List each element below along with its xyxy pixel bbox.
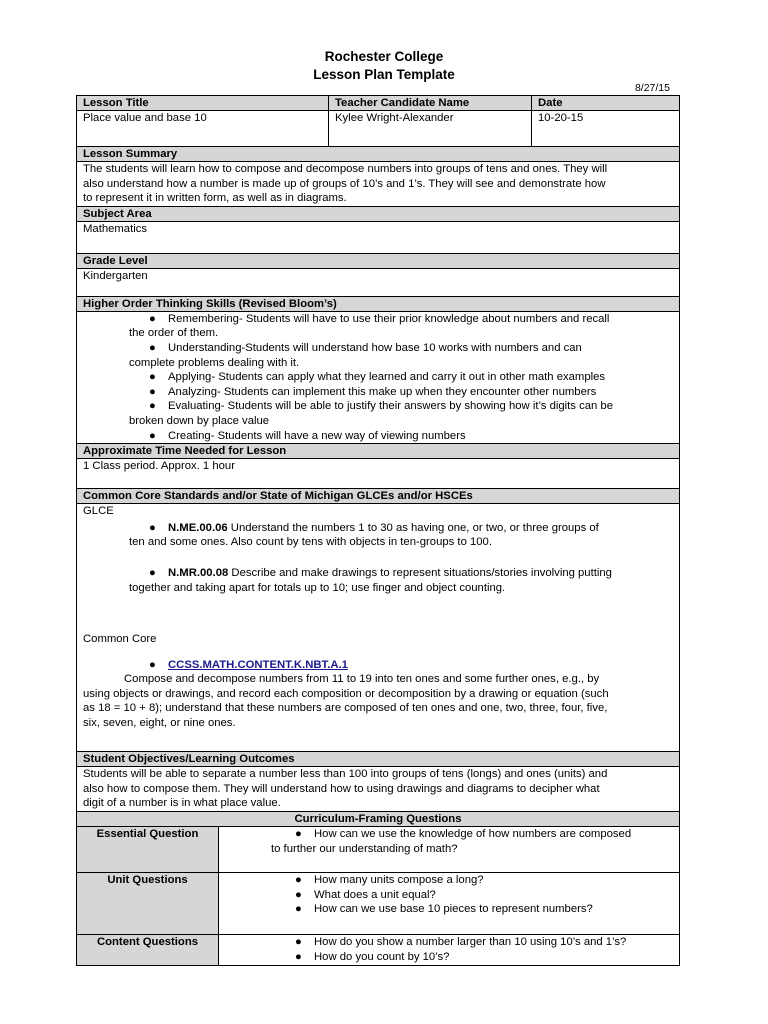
bullet-icon: ● — [149, 400, 156, 413]
grade-value: Kindergarten — [77, 269, 679, 297]
list-item-cont: the order of them. — [129, 327, 219, 340]
bullet-icon: ● — [149, 429, 156, 442]
list-item — [219, 950, 679, 965]
common-core-label: Common Core — [83, 633, 157, 646]
unit-body — [219, 873, 679, 934]
list-item — [77, 370, 679, 385]
bullet-icon: ● — [295, 950, 302, 963]
lesson-title-value: Place value and base 10 — [77, 111, 329, 146]
content-label: Content Questions — [77, 935, 219, 965]
standard-text: Describe and make drawings to represent situations/stories involving putting — [228, 566, 612, 579]
summary-line: also understand how a number is made up of groups of 10’s and 1’s. They will see and demonstrate how — [83, 177, 606, 190]
cc-text: as 18 = 10 + 8); understand that these numbers are composed of ten ones and one, two, three, four, five, — [83, 702, 608, 715]
cc-standard-link[interactable]: CCSS.MATH.CONTENT.K.NBT.A.1 — [168, 658, 348, 671]
list-item-text: Understanding-Students will understand how base 10 works with numbers and can — [168, 341, 582, 354]
list-item — [77, 429, 679, 444]
cc-standard-item[interactable] — [77, 658, 679, 673]
bullet-icon: ● — [295, 935, 302, 948]
list-item — [219, 902, 679, 917]
unit-label: Unit Questions — [77, 873, 219, 934]
teacher-value: Kylee Wright-Alexander — [329, 111, 532, 146]
summary-body — [77, 162, 679, 207]
list-item-text: Evaluating- Students will be able to justify their answers by showing how it’s digits can be — [168, 400, 613, 413]
list-item — [77, 341, 679, 356]
standards-body — [77, 504, 679, 752]
list-item — [219, 873, 679, 888]
teacher-label: Teacher Candidate Name — [329, 96, 532, 110]
cc-text: six, seven, eight, or nine ones. — [83, 717, 236, 730]
bullet-icon: ● — [149, 371, 156, 384]
date-stamp: 8/27/15 — [634, 82, 670, 94]
list-item — [77, 399, 679, 414]
info-header-row — [77, 96, 679, 111]
hots-body — [77, 312, 679, 444]
bullet-icon: ● — [295, 903, 302, 916]
list-item — [219, 935, 679, 950]
bullet-icon: ● — [149, 521, 156, 534]
glce-label: GLCE — [83, 505, 114, 518]
list-item-text: How can we use the knowledge of how numbers are composed — [314, 827, 632, 840]
bullet-icon: ● — [295, 827, 302, 840]
standard-code: N.ME.00.06 — [168, 521, 228, 534]
list-item-text: Remembering- Students will have to use their prior knowledge about numbers and recall — [168, 312, 610, 325]
cc-text: Compose and decompose numbers from 11 to 19 into ten ones and some further ones, e.g., by — [124, 673, 600, 686]
essential-row — [77, 827, 679, 873]
objectives-body — [77, 767, 679, 812]
objectives-line: also how to compose them. They will understand how to using drawings and diagrams to decipher what — [83, 782, 600, 795]
list-item-text: What does a unit equal? — [314, 888, 436, 901]
bullet-icon: ● — [295, 888, 302, 901]
list-item-text: How do you show a number larger than 10 using 10’s and 1’s? — [314, 935, 627, 948]
content-body — [219, 935, 679, 965]
standard-item — [77, 566, 679, 581]
essential-body — [219, 827, 679, 872]
bullet-icon: ● — [149, 658, 156, 671]
list-item-text: How can we use base 10 pieces to represent numbers? — [314, 903, 593, 916]
bullet-icon: ● — [149, 566, 156, 579]
bullet-icon: ● — [295, 873, 302, 886]
objectives-line: Students will be able to separate a number less than 100 into groups of tens (longs) and ones (units) and — [83, 768, 608, 781]
time-value: 1 Class period. Approx. 1 hour — [77, 459, 679, 489]
list-item-text: Analyzing- Students can implement this make up when they encounter other numbers — [168, 385, 597, 398]
objectives-header: Student Objectives/Learning Outcomes — [77, 752, 679, 767]
list-item-text: Applying- Students can apply what they learned and carry it out in other math examples — [168, 371, 606, 384]
summary-line: The students will learn how to compose and decompose numbers into groups of tens and ones. They will — [83, 163, 608, 175]
standard-item — [77, 521, 679, 536]
list-item — [219, 888, 679, 903]
list-item-cont: complete problems dealing with it. — [129, 356, 300, 369]
cc-text: using objects or drawings, and record each composition or decomposition by a drawing or equation (such — [83, 687, 609, 700]
date-value: 10-20-15 — [538, 112, 584, 124]
time-header: Approximate Time Needed for Lesson — [77, 444, 679, 459]
info-value-row — [77, 111, 679, 147]
list-item — [219, 827, 679, 842]
standard-code: N.MR.00.08 — [168, 566, 229, 579]
hots-header: Higher Order Thinking Skills (Revised Bloom’s) — [77, 297, 679, 312]
subject-value: Mathematics — [77, 222, 679, 254]
template-title: Lesson Plan Template — [313, 67, 455, 82]
grade-header: Grade Level — [77, 254, 679, 269]
essential-label: Essential Question — [77, 827, 219, 872]
standards-header: Common Core Standards and/or State of Michigan GLCEs and/or HSCEs — [77, 489, 679, 504]
date-label: Date — [538, 97, 563, 109]
list-item-text: How do you count by 10’s? — [314, 950, 450, 963]
bullet-icon: ● — [149, 312, 156, 325]
list-item-cont: broken down by place value — [129, 414, 270, 427]
standard-text-cont: together and taking apart for totals up to 10; use finger and object counting. — [129, 581, 506, 594]
bullet-icon: ● — [149, 385, 156, 398]
lesson-plan-table — [76, 95, 680, 966]
summary-header: Lesson Summary — [77, 147, 679, 162]
subject-header: Subject Area — [77, 207, 679, 222]
list-item-cont: to further our understanding of math? — [271, 842, 458, 855]
list-item-text: How many units compose a long? — [314, 873, 484, 886]
bullet-icon: ● — [149, 341, 156, 354]
list-item-text: Creating- Students will have a new way of viewing numbers — [168, 429, 466, 442]
list-item — [77, 385, 679, 400]
standard-text-cont: ten and some ones. Also count by tens with objects in ten-groups to 100. — [129, 536, 492, 549]
unit-row — [77, 873, 679, 935]
content-row — [77, 935, 679, 965]
objectives-line: digit of a number is in what place value. — [83, 797, 281, 810]
standard-text: Understand the numbers 1 to 30 as having one, or two, or three groups of — [227, 521, 599, 534]
lesson-title-label: Lesson Title — [77, 96, 329, 110]
list-item — [77, 312, 679, 327]
college-title: Rochester College — [324, 49, 444, 64]
framing-header: Curriculum-Framing Questions — [77, 812, 679, 827]
summary-line: to represent it in written form, as well as in diagrams. — [83, 192, 347, 205]
